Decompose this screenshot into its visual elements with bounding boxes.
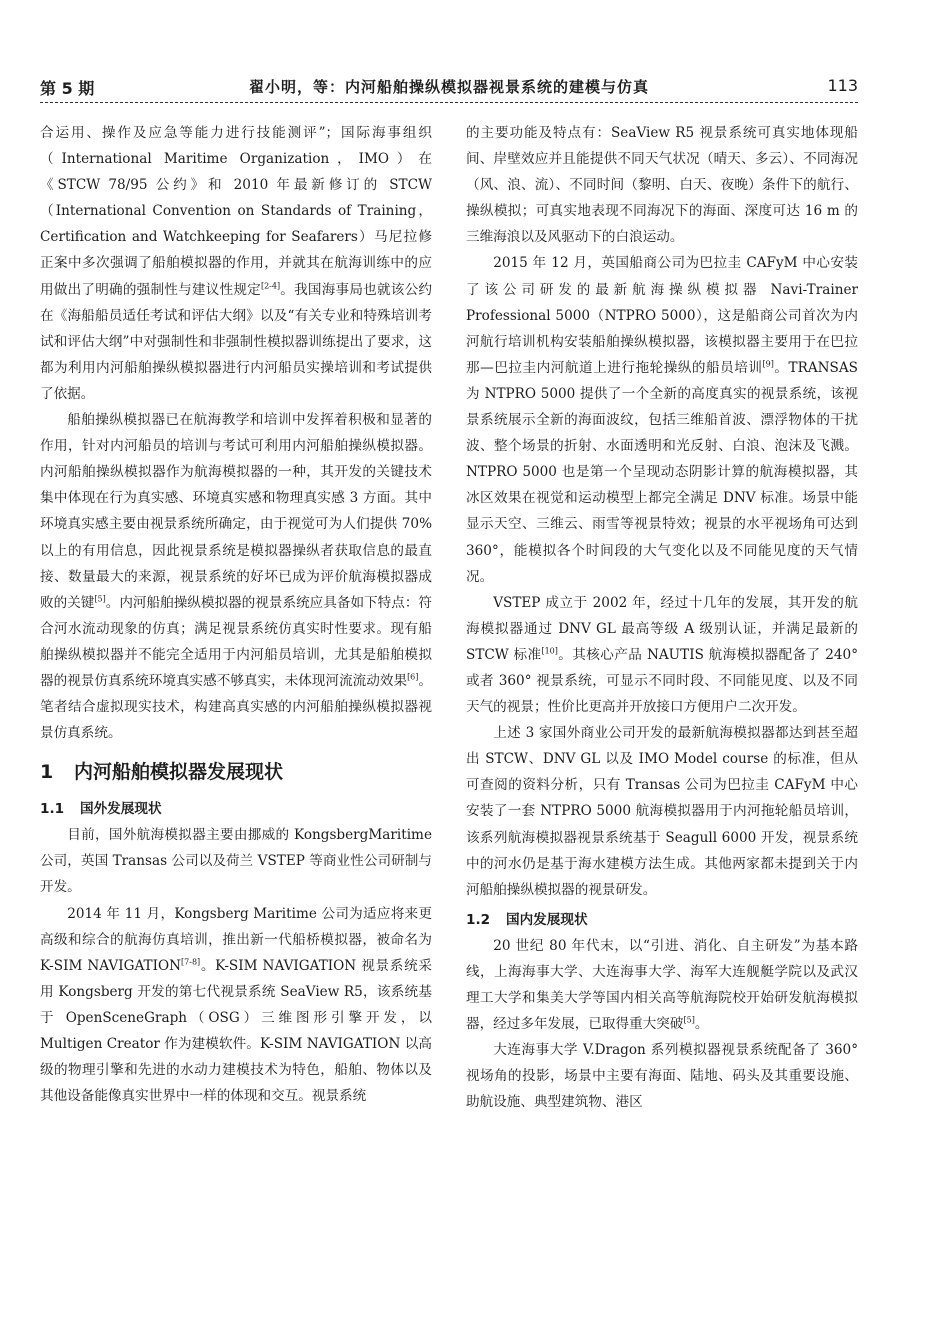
citation: [7-8] bbox=[181, 957, 201, 967]
issue-label: 第 5 期 bbox=[40, 79, 95, 98]
paragraph: 船舶操纵模拟器已在航海教学和培训中发挥着积极和显著的作用，针对内河船员的培训与考试可利用内河船舶操纵模拟器。内河船舶操纵模拟器作为航海模拟器的一种，其开发的关键技术集中体现在行为真实感、环境真实感和物理真实感 3 方面。其中环境真实感主要由视景系统所确定，由于视觉可为人们提供 70% 以上的有用信息，因此视景系统是模拟器操纵者获取信息的最直接、数量最大的来源，视景系统的好坏已成为评价航海模拟器成败的关键[5]。内河船舶操纵模拟器的视景系统应具备如下特点：符合河水流动现象的仿真；满足视景系统仿真实时性要求。现有船舶操纵模拟器并不能完全适用于内河船员培训，尤其是船舶模拟器的视景仿真系统环境真实感不够真实，未体现河流流动效果[6]。笔者结合虚拟现实技术，构建高真实感的内河船舶操纵模拟器视景仿真系统。 bbox=[40, 412, 433, 742]
paragraph: 目前，国外航海模拟器主要由挪威的 KongsbergMaritime 公司，英国 Transas 公司以及荷兰 VSTEP 等商业性公司研制与开发。 bbox=[40, 827, 432, 896]
paragraph: 2015 年 12 月，英国船商公司为巴拉圭 CAFyM 中心安装了该公司研发的最新航海操纵模拟器 Navi-Trainer Professional 5000（NTPRO 5000），这是船商公司首次为内河航行培训机构安装船舶操纵模拟器，该模拟器主要用于在巴拉那—巴拉圭内河航道上进行拖轮操纵的船员培训[9]。TRANSAS 为 NTPRO 5000 提供了一个全新的高度真实的视景系统，该视景系统展示全新的海面波纹，包括三维船首波、漂浮物体的干扰波、整个场景的折射、水面透明和光反射、白浪、泡沫及飞溅。NTPRO 5000 也是第一个呈现动态阴影计算的航海模拟器，其冰区效果在视觉和运动模型上都完全满足 DNV 标准。场景中能显示天空、三维云、雨雪等视景特效；视景的水平视场角可达到 360°，能模拟各个时间段的大气变化以及不同能见度的天气情况。 bbox=[466, 255, 858, 585]
paragraph: VSTEP 成立于 2002 年，经过十几年的发展，其开发的航海模拟器通过 DNV GL 最高等级 A 级别认证，并满足最新的 STCW 标准[10]。其核心产品 NAUTIS 航海模拟器配备了 240° 或者 360° 视景系统，可显示不同时段、不同能见度、以及不同天气的视景；性价比更高并开放接口方便用户二次开发。 bbox=[466, 594, 859, 716]
citation: [5] bbox=[94, 594, 106, 604]
citation: [9] bbox=[762, 359, 774, 369]
citation: [10] bbox=[541, 646, 558, 656]
citation: [5] bbox=[683, 1015, 695, 1025]
right-column bbox=[466, 120, 858, 1115]
running-title: 翟小明，等：内河船舶操纵模拟器视景系统的建模与仿真 bbox=[248, 78, 649, 96]
subsection-heading: 1.2 国内发展现状 bbox=[466, 911, 588, 928]
subsection-heading: 1.1 国外发展现状 bbox=[40, 801, 162, 818]
paragraph: 2014 年 11 月，Kongsberg Maritime 公司为适应将来更高级和综合的航海仿真培训，推出新一代船桥模拟器，被命名为 K-SIM NAVIGATION[7-8]。K-SIM NAVIGATION 视景系统采用 Kongsberg 开发的第七代视景系统 SeaView R5，该系统基于 OpenSceneGraph（OSG）三维图形引擎开发，以 Multigen Creator 作为建模软件。K-SIM NAVIGATION 以高级的物理引擎和先进的水动力建模技术为特色，船舶、物体以及其他设备能像真实世界中一样的体现和交互。视景系统 bbox=[40, 905, 433, 1105]
paragraph: 上述 3 家国外商业公司开发的最新航海模拟器都达到甚至超出 STCW、DNV GL 以及 IMO Model course 的标准，但从可查阅的资料分析，只有 Transas 公司为巴拉圭 CAFyM 中心安装了一套 NTPRO 5000 航海模拟器用于内河拖轮船员培训，该系列航海模拟器视景系统基于 Seagull 6000 开发，视景系统中的河水仍是基于海水建模方法生成。其他两家都未提到关于内河船舶操纵模拟器的视景研发。 bbox=[466, 725, 858, 898]
running-header bbox=[40, 76, 858, 102]
left-column bbox=[40, 120, 432, 1109]
paragraph: 大连海事大学 V.Dragon 系列模拟器视景系统配备了 360° 视场角的投影，场景中主要有海面、陆地、码头及其重要设施、助航设施、典型建筑物、港区 bbox=[466, 1042, 858, 1111]
citation: [6] bbox=[407, 672, 419, 682]
section-heading: 1 内河船舶模拟器发展现状 bbox=[40, 761, 284, 784]
paragraph: 的主要功能及特点有：SeaView R5 视景系统可真实地体现船间、岸壁效应并且能提供不同天气状况（晴天、多云）、不同海况（风、浪、流）、不同时间（黎明、白天、夜晚）条件下的航行、操纵模拟；可真实地表现不同海况下的海面、深度可达 16 m 的三维海浪以及风驱动下的白浪运动。 bbox=[466, 125, 858, 246]
paragraph: 合运用、操作及应急等能力进行技能测评”；国际海事组织（International Maritime Organization，IMO）在《STCW 78/95 公约》和 2010 年最新修订的 STCW（International Convention on Standards of Training，Certification and Watchkeeping for Seafarers）马尼拉修正案中多次强调了船舶模拟器的作用，并就其在航海训练中的应用做出了明确的强制性与建议性规定[2-4]。我国海事局也就该公约在《海船船员适任考试和评估大纲》以及“有关专业和特殊培训考试和评估大纲”中对强制性和非强制性模拟器训练提出了要求，这都为利用内河船舶操纵模拟器进行内河船员实操培训和考试提供了依据。 bbox=[40, 125, 433, 402]
page-number: 113 bbox=[827, 76, 858, 95]
paragraph: 20 世纪 80 年代末，以“引进、消化、自主研发”为基本路线，上海海事大学、大连海事大学、海军大连舰艇学院以及武汉理工大学和集美大学等国内相关高等航海院校开始研发航海模拟器，经过多年发展，已取得重大突破[5]。 bbox=[466, 937, 858, 1033]
citation: [2-4] bbox=[260, 281, 281, 291]
header-rule bbox=[40, 102, 858, 103]
